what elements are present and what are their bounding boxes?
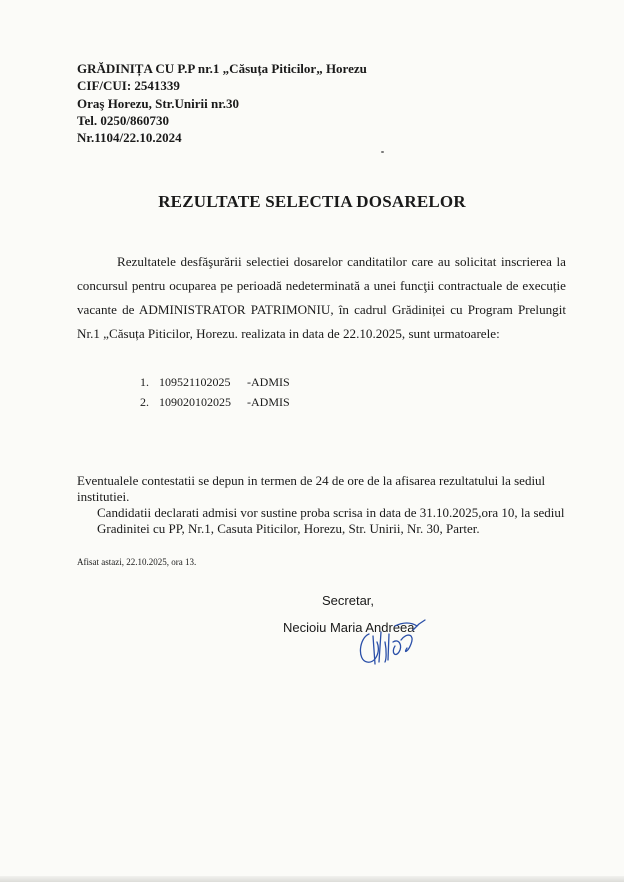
institution-header (77, 60, 367, 146)
scan-speck (381, 151, 384, 153)
body-paragraph: Rezultatele desfăşurării selectiei dosarelor canditatilor care au solicitat inscrierea la concursul pentru ocuparea pe perioadă nedeterminată a unei funcţii contractuale de execuție vacante de ADMINISTRATOR PATRIMONIU, în cadrul Grădiniței cu Program Prelungit Nr.1 „Căsuța Piticilor, Horezu. realizata in data de 22.10.2025, sunt urmatoarele: (77, 254, 566, 341)
contestation-notice: Eventualele contestatii se depun in termen de 24 de ore de la afisarea rezultatului la sediul institutiei. (77, 473, 546, 504)
signatory-role: Secretar, (322, 593, 375, 608)
written-exam-notice: Candidatii declarati admisi vor sustine proba scrisa in data de 31.10.2025,ora 10, la sediul Gradinitei cu PP, Nr.1, Casuta Piticilor, Horezu, Str. Unirii, Nr. 30, Parter. (97, 505, 565, 536)
signatory-name: Necioiu Maria Andreea (283, 620, 415, 635)
body-paragraph-block (77, 250, 566, 346)
notice-block (77, 473, 566, 537)
list-item (140, 372, 290, 392)
institution-name: GRĂDINIȚA CU P.P nr.1 „Căsuța Piticilor„ Horezu (77, 61, 367, 76)
phone: Tel. 0250/860730 (77, 112, 169, 128)
result-status: -ADMIS (247, 375, 290, 389)
address: Oraş Horezu, Str.Unirii nr.30 (77, 95, 240, 111)
candidate-code: 109521102025 (159, 375, 231, 389)
registration-number: Nr.1104/22.10.2024 (77, 130, 182, 146)
result-number: 2. (140, 395, 149, 409)
posting-date: Afisat astazi, 22.10.2025, ora 13. (77, 557, 197, 567)
result-number: 1. (140, 375, 149, 389)
results-list (140, 372, 290, 412)
fiscal-code: CIF/CUI: 2541339 (77, 78, 180, 94)
document-title: REZULTATE SELECTIA DOSARELOR (158, 192, 466, 211)
list-item (140, 392, 290, 412)
result-status: -ADMIS (247, 395, 290, 409)
scan-edge (0, 876, 624, 882)
candidate-code: 109020102025 (159, 395, 231, 409)
handwritten-signature (355, 612, 435, 672)
